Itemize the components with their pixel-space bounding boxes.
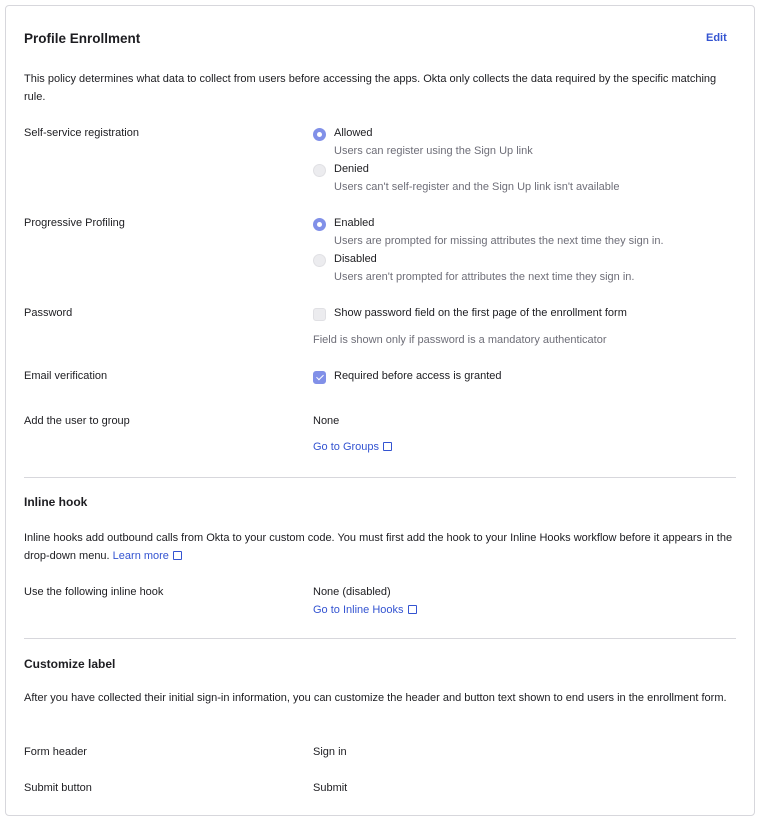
external-link-icon bbox=[408, 605, 417, 614]
allowed-label: Allowed bbox=[334, 127, 373, 139]
go-to-groups-link[interactable] bbox=[313, 438, 392, 456]
radio-disabled[interactable] bbox=[313, 254, 326, 267]
disabled-label: Disabled bbox=[334, 253, 377, 265]
enabled-hint: Users are prompted for missing attributes the next time they sign in. bbox=[334, 235, 664, 247]
password-checkbox[interactable] bbox=[313, 308, 326, 321]
profile-enrollment-card bbox=[5, 5, 755, 816]
submit-button-label: Submit button bbox=[24, 782, 92, 794]
self-service-label: Self-service registration bbox=[24, 127, 139, 139]
learn-more-link[interactable] bbox=[113, 550, 182, 562]
denied-hint: Users can't self-register and the Sign Up link isn't available bbox=[334, 181, 620, 193]
inline-hook-heading: Inline hook bbox=[24, 495, 88, 509]
disabled-hint: Users aren't prompted for attributes the next time they sign in. bbox=[334, 271, 635, 283]
allowed-hint: Users can register using the Sign Up link bbox=[334, 145, 533, 157]
page-title: Profile Enrollment bbox=[24, 31, 141, 46]
email-checkbox[interactable] bbox=[313, 371, 326, 384]
policy-description: This policy determines what data to collect from users before accessing the apps. Okta only collects the data required by the specific matching rule. bbox=[24, 73, 717, 103]
password-label: Password bbox=[24, 307, 73, 319]
divider bbox=[24, 638, 736, 639]
customize-heading: Customize label bbox=[24, 657, 116, 671]
go-to-inline-hooks-text: Go to Inline Hooks bbox=[313, 604, 404, 616]
denied-label: Denied bbox=[334, 163, 369, 175]
enabled-label: Enabled bbox=[334, 217, 375, 229]
divider bbox=[24, 477, 736, 478]
go-to-groups-text: Go to Groups bbox=[313, 441, 380, 453]
radio-enabled[interactable] bbox=[313, 218, 326, 231]
edit-button[interactable]: Edit bbox=[706, 32, 727, 44]
inline-hook-description-text: Inline hooks add outbound calls from Okta to your custom code. You must first add the hook to your Inline Hooks workflow before it appears in the drop-down menu. bbox=[24, 532, 733, 562]
go-to-inline-hooks-link[interactable] bbox=[313, 601, 417, 619]
submit-button-value: Submit bbox=[313, 782, 348, 794]
group-value: None bbox=[313, 415, 340, 427]
inline-hook-description bbox=[24, 529, 736, 565]
email-label: Email verification bbox=[24, 370, 108, 382]
external-link-icon bbox=[173, 551, 182, 560]
external-link-icon bbox=[383, 442, 392, 451]
email-checkbox-label: Required before access is granted bbox=[334, 370, 502, 382]
radio-allowed[interactable] bbox=[313, 128, 326, 141]
learn-more-text: Learn more bbox=[112, 550, 169, 562]
customize-description: After you have collected their initial sign-in information, you can customize the header and button text shown to end users in the enrollment form. bbox=[24, 692, 727, 704]
group-label: Add the user to group bbox=[24, 415, 130, 427]
password-checkbox-label: Show password field on the first page of the enrollment form bbox=[334, 307, 627, 319]
inline-hook-label: Use the following inline hook bbox=[24, 586, 164, 598]
inline-hook-value: None (disabled) bbox=[313, 586, 391, 598]
form-header-label: Form header bbox=[24, 746, 87, 758]
radio-denied[interactable] bbox=[313, 164, 326, 177]
progressive-label: Progressive Profiling bbox=[24, 217, 125, 229]
form-header-value: Sign in bbox=[313, 746, 347, 758]
password-hint: Field is shown only if password is a mandatory authenticator bbox=[313, 334, 607, 346]
